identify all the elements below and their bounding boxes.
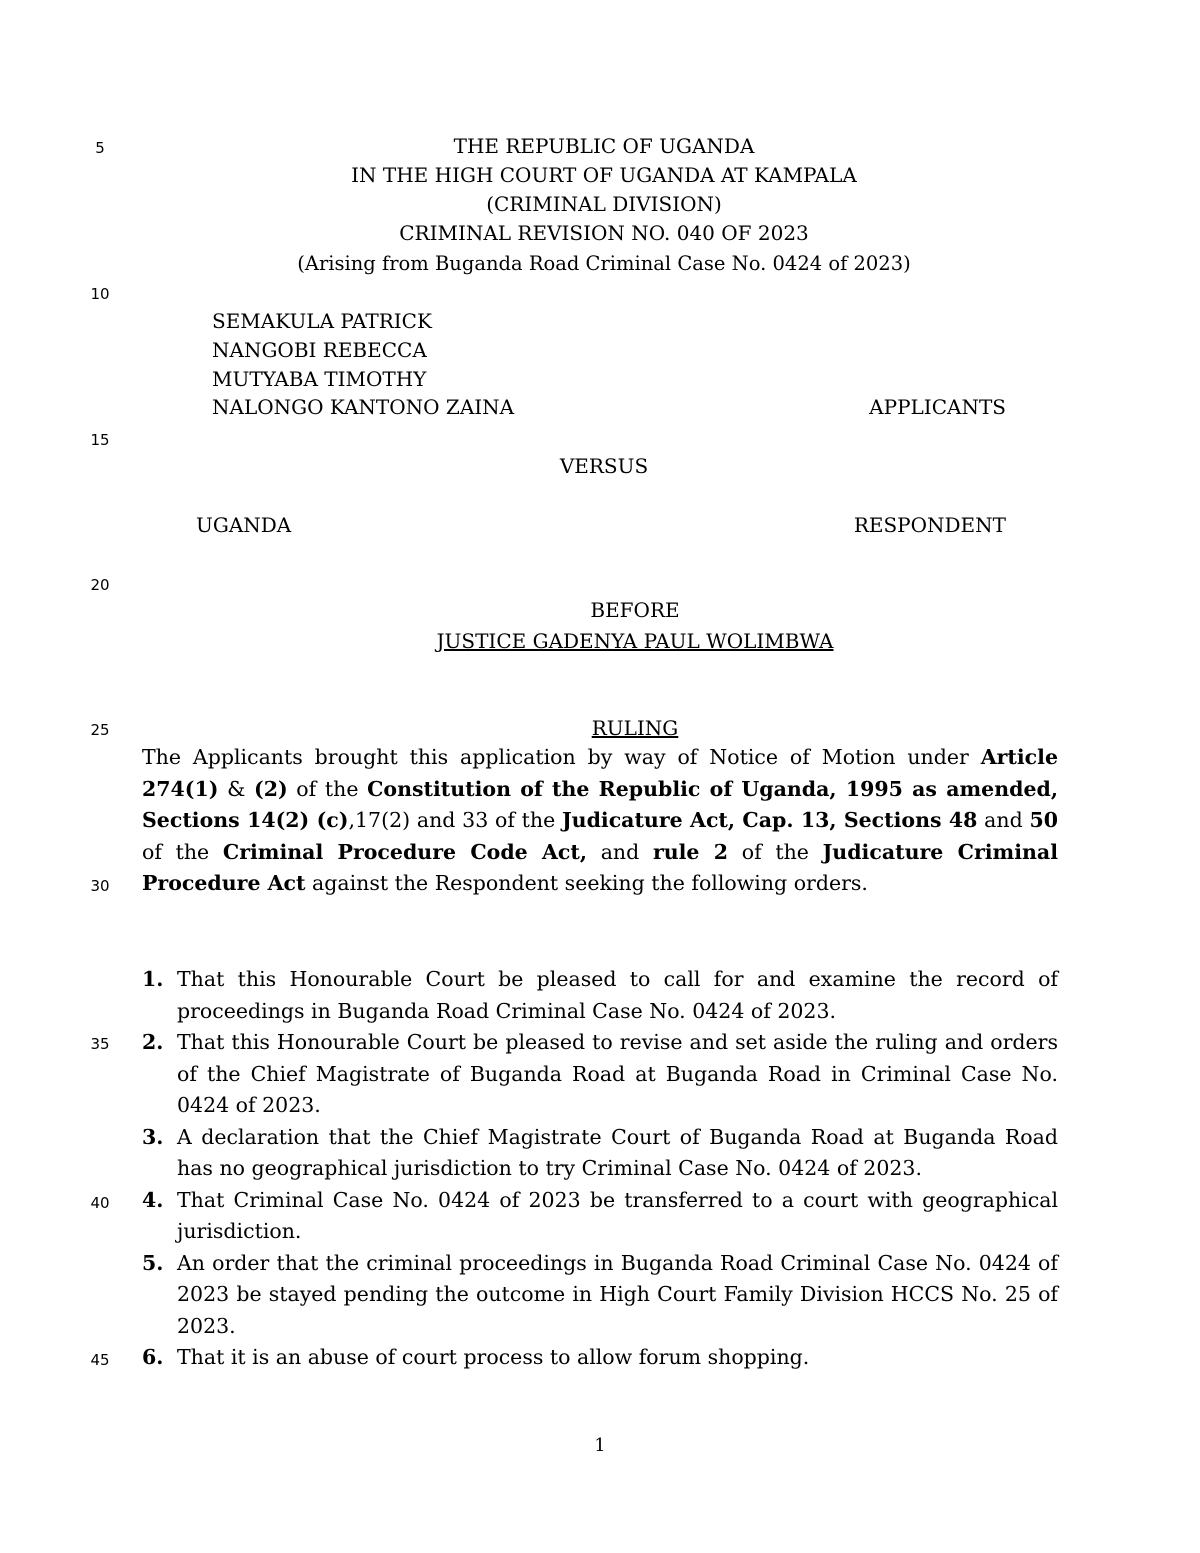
line-number: 45 — [90, 1351, 110, 1369]
respondent-label: RESPONDENT — [853, 513, 1006, 537]
intro-segment: against the Respondent seeking the following orders. — [305, 871, 868, 895]
line-number: 30 — [90, 877, 110, 895]
order-number: 3. — [142, 1124, 164, 1149]
intro-segment: 50 — [1029, 808, 1058, 832]
line-number: 35 — [90, 1035, 110, 1053]
order-number: 6. — [142, 1345, 164, 1369]
intro-segment: (2) — [254, 776, 288, 801]
intro-segment: and — [977, 808, 1030, 832]
heading-case-number: CRIMINAL REVISION NO. 040 OF 2023 — [399, 221, 809, 245]
line-number: 10 — [90, 285, 110, 303]
line-number: 40 — [90, 1194, 110, 1212]
before-label: BEFORE — [590, 598, 680, 622]
intro-segment: of the — [287, 776, 368, 801]
intro-segment: of the — [728, 839, 823, 864]
intro-segment: Article 274(1) — [142, 745, 1058, 801]
ruling-title: RULING — [591, 716, 679, 740]
heading-court: IN THE HIGH COURT OF UGANDA AT KAMPALA — [351, 163, 857, 187]
order-item — [142, 1185, 1058, 1248]
intro-segment: Judicature Criminal Procedure Act — [142, 839, 1058, 895]
order-number: 5. — [142, 1250, 164, 1275]
respondent-name: UGANDA — [196, 513, 292, 537]
page-number: 1 — [594, 1435, 606, 1456]
order-text: A declaration that the Chief Magistrate Court of Buganda Road at Buganda Road has no geographical jurisdiction to try Criminal Case No. 0424 of 2023. — [177, 1124, 1058, 1180]
order-item — [142, 1342, 1058, 1374]
applicant-name: MUTYABA TIMOTHY — [212, 367, 427, 391]
intro-segment: ,17(2) and 33 of the — [348, 808, 562, 832]
intro-segment: Judicature Act, Cap. 13, Sections 48 — [561, 808, 978, 832]
applicant-name: SEMAKULA PATRICK — [212, 309, 432, 333]
ruling-intro-paragraph — [142, 742, 1058, 900]
line-number: 15 — [90, 431, 110, 449]
orders-list — [142, 964, 1058, 1374]
applicants-label: APPLICANTS — [869, 395, 1006, 419]
intro-segment: rule 2 — [652, 839, 729, 864]
order-text: That this Honourable Court be pleased to call for and examine the record of proceedings in Buganda Road Criminal Case No. 0424 of 2023. — [177, 967, 1058, 1023]
order-item — [142, 1027, 1058, 1122]
order-item — [142, 1122, 1058, 1185]
order-text: That it is an abuse of court process to allow forum shopping. — [177, 1345, 810, 1369]
order-item — [142, 1248, 1058, 1343]
intro-segment: Criminal Procedure Code Act, — [222, 839, 588, 864]
intro-segment: of the — [142, 839, 223, 864]
line-number: 25 — [90, 721, 110, 739]
intro-segment: & — [218, 776, 254, 801]
line-number: 5 — [95, 139, 105, 157]
intro-segment: and — [587, 839, 653, 864]
order-number: 1. — [142, 967, 164, 991]
heading-republic: THE REPUBLIC OF UGANDA — [453, 134, 755, 158]
intro-segment: Constitution of the Republic of Uganda, 1995 as amended, Sections 14(2) (c) — [142, 776, 1058, 832]
heading-arising-from: (Arising from Buganda Road Criminal Case No. 0424 of 2023) — [297, 252, 911, 275]
intro-segment: The Applicants brought this application by way of Notice of Motion under — [142, 745, 981, 769]
line-number: 20 — [90, 576, 110, 594]
order-text: That this Honourable Court be pleased to revise and set aside the ruling and orders of the Chief Magistrate of Buganda Road at Buganda Road in Criminal Case No. 0424 of 2023. — [177, 1030, 1058, 1117]
versus-label: VERSUS — [559, 454, 649, 478]
judge-name: JUSTICE GADENYA PAUL WOLIMBWA — [436, 629, 834, 653]
order-text: An order that the criminal proceedings in Buganda Road Criminal Case No. 0424 of 2023 be stayed pending the outcome in High Court Family Division HCCS No. 25 of 2023. — [177, 1250, 1058, 1338]
applicant-name: NANGOBI REBECCA — [212, 338, 427, 362]
heading-division: (CRIMINAL DIVISION) — [486, 192, 722, 216]
order-number: 4. — [142, 1187, 164, 1212]
order-text: That Criminal Case No. 0424 of 2023 be transferred to a court with geographical jurisdiction. — [177, 1187, 1058, 1243]
order-item — [142, 964, 1058, 1027]
order-number: 2. — [142, 1030, 164, 1054]
applicant-name: NALONGO KANTONO ZAINA — [212, 395, 515, 419]
